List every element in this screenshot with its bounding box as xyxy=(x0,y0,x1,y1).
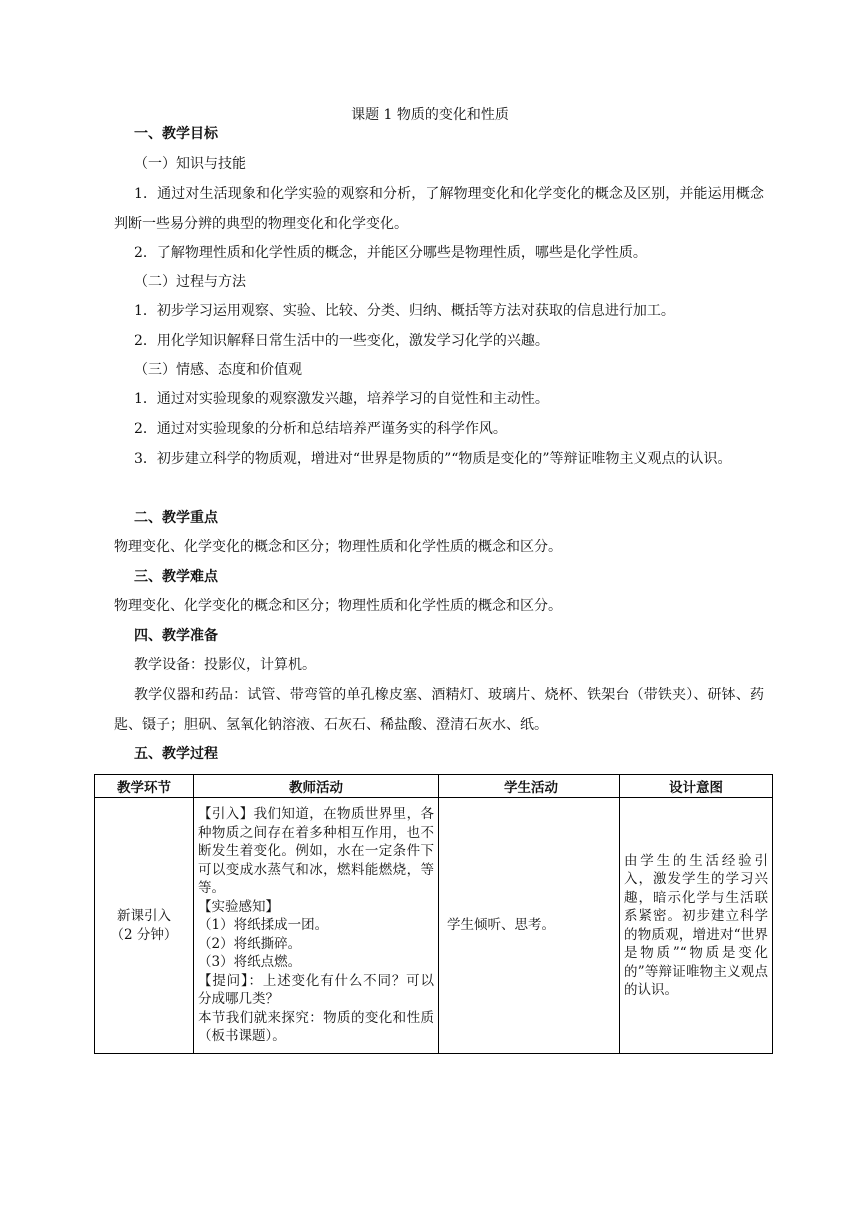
stage-label: 新课引入 xyxy=(117,908,171,924)
column-header-teacher: 教师活动 xyxy=(194,775,439,798)
teaching-process-table xyxy=(94,774,773,1054)
objective-knowledge-2: 2．了解物理性质和化学性质的概念，并能区分哪些是物理性质，哪些是化学性质。 xyxy=(134,245,647,261)
key-points-text: 物理变化、化学变化的概念和区分；物理性质和化学性质的概念和区分。 xyxy=(114,539,562,555)
teacher-experiment-heading: 【实验感知】 xyxy=(198,898,279,915)
teacher-step-1: （1）将纸揉成一团。 xyxy=(198,917,329,934)
objective-emotion-1: 1．通过对实验现象的观察激发兴趣，培养学习的自觉性和主动性。 xyxy=(134,391,549,407)
table-header-row xyxy=(95,775,773,798)
objective-process-1: 1．初步学习运用观察、实验、比较、分类、归纳、概括等方法对获取的信息进行加工。 xyxy=(134,303,675,319)
section-heading-process: 五、教学过程 xyxy=(134,746,218,762)
objective-process-2: 2．用化学知识解释日常生活中的一些变化，激发学习化学的兴趣。 xyxy=(134,333,549,349)
subheading-process: （二）过程与方法 xyxy=(134,274,246,290)
difficulties-text: 物理变化、化学变化的概念和区分；物理性质和化学性质的概念和区分。 xyxy=(114,598,562,614)
preparation-materials: 教学仪器和药品：试管、带弯管的单孔橡皮塞、酒精灯、玻璃片、烧杯、铁架台（带铁夹）、研钵、药匙、镊子；胆矾、氢氧化钠溶液、石灰石、稀盐酸、澄清石灰水、纸。 xyxy=(114,687,764,733)
objective-emotion-3: 3．初步建立科学的物质观，增进对“世界是物质的”“物质是变化的”等辩证唯物主义观点的认识。 xyxy=(134,451,732,467)
subheading-emotion: （三）情感、态度和价值观 xyxy=(134,362,302,378)
cell-design-intent: 由学生的生活经验引入，激发学生的学习兴趣，暗示化学与生活联系紧密。初步建立科学的物质观，增进对“世界是物质”“物质是变化的”等辩证唯物主义观点的认识。 xyxy=(620,798,773,1054)
column-header-intent: 设计意图 xyxy=(620,775,773,798)
teacher-conclusion: 本节我们就来探究：物质的变化和性质（板书课题）。 xyxy=(198,1009,434,1045)
section-heading-objectives: 一、教学目标 xyxy=(134,126,218,142)
subheading-knowledge: （一）知识与技能 xyxy=(134,156,246,172)
table-row xyxy=(95,798,773,1054)
teacher-intro: 【引入】我们知道，在物质世界里，各种物质之间存在着多种相互作用，也不断发生着变化。例如，水在一定条件下可以变成水蒸气和冰，燃料能燃烧，等等。 xyxy=(198,806,434,897)
section-heading-difficulties: 三、教学难点 xyxy=(134,569,218,585)
teacher-step-2: （2）将纸撕碎。 xyxy=(198,935,302,952)
column-header-stage: 教学环节 xyxy=(95,775,194,798)
objective-knowledge-1: 1．通过对生活现象和化学实验的观察和分析，了解物理变化和化学变化的概念及区别，并能运用概念判断一些易分辨的典型的物理变化和化学变化。 xyxy=(114,186,764,232)
section-heading-key-points: 二、教学重点 xyxy=(134,510,218,526)
section-heading-preparation: 四、教学准备 xyxy=(134,628,218,644)
page-title: 课题 1 物质的变化和性质 xyxy=(351,107,509,123)
cell-stage xyxy=(95,798,194,1054)
objective-emotion-2: 2．通过对实验现象的分析和总结培养严谨务实的科学作风。 xyxy=(134,421,507,437)
teacher-step-3: （3）将纸点燃。 xyxy=(198,954,302,971)
column-header-student: 学生活动 xyxy=(439,775,620,798)
cell-teacher-activity xyxy=(194,798,439,1054)
stage-duration: （2 分钟） xyxy=(110,926,178,943)
cell-student-activity: 学生倾听、思考。 xyxy=(439,798,620,1054)
preparation-equipment: 教学设备：投影仪，计算机。 xyxy=(134,657,316,673)
teacher-question: 【提问】：上述变化有什么不同？可以分成哪几类？ xyxy=(198,972,434,1008)
